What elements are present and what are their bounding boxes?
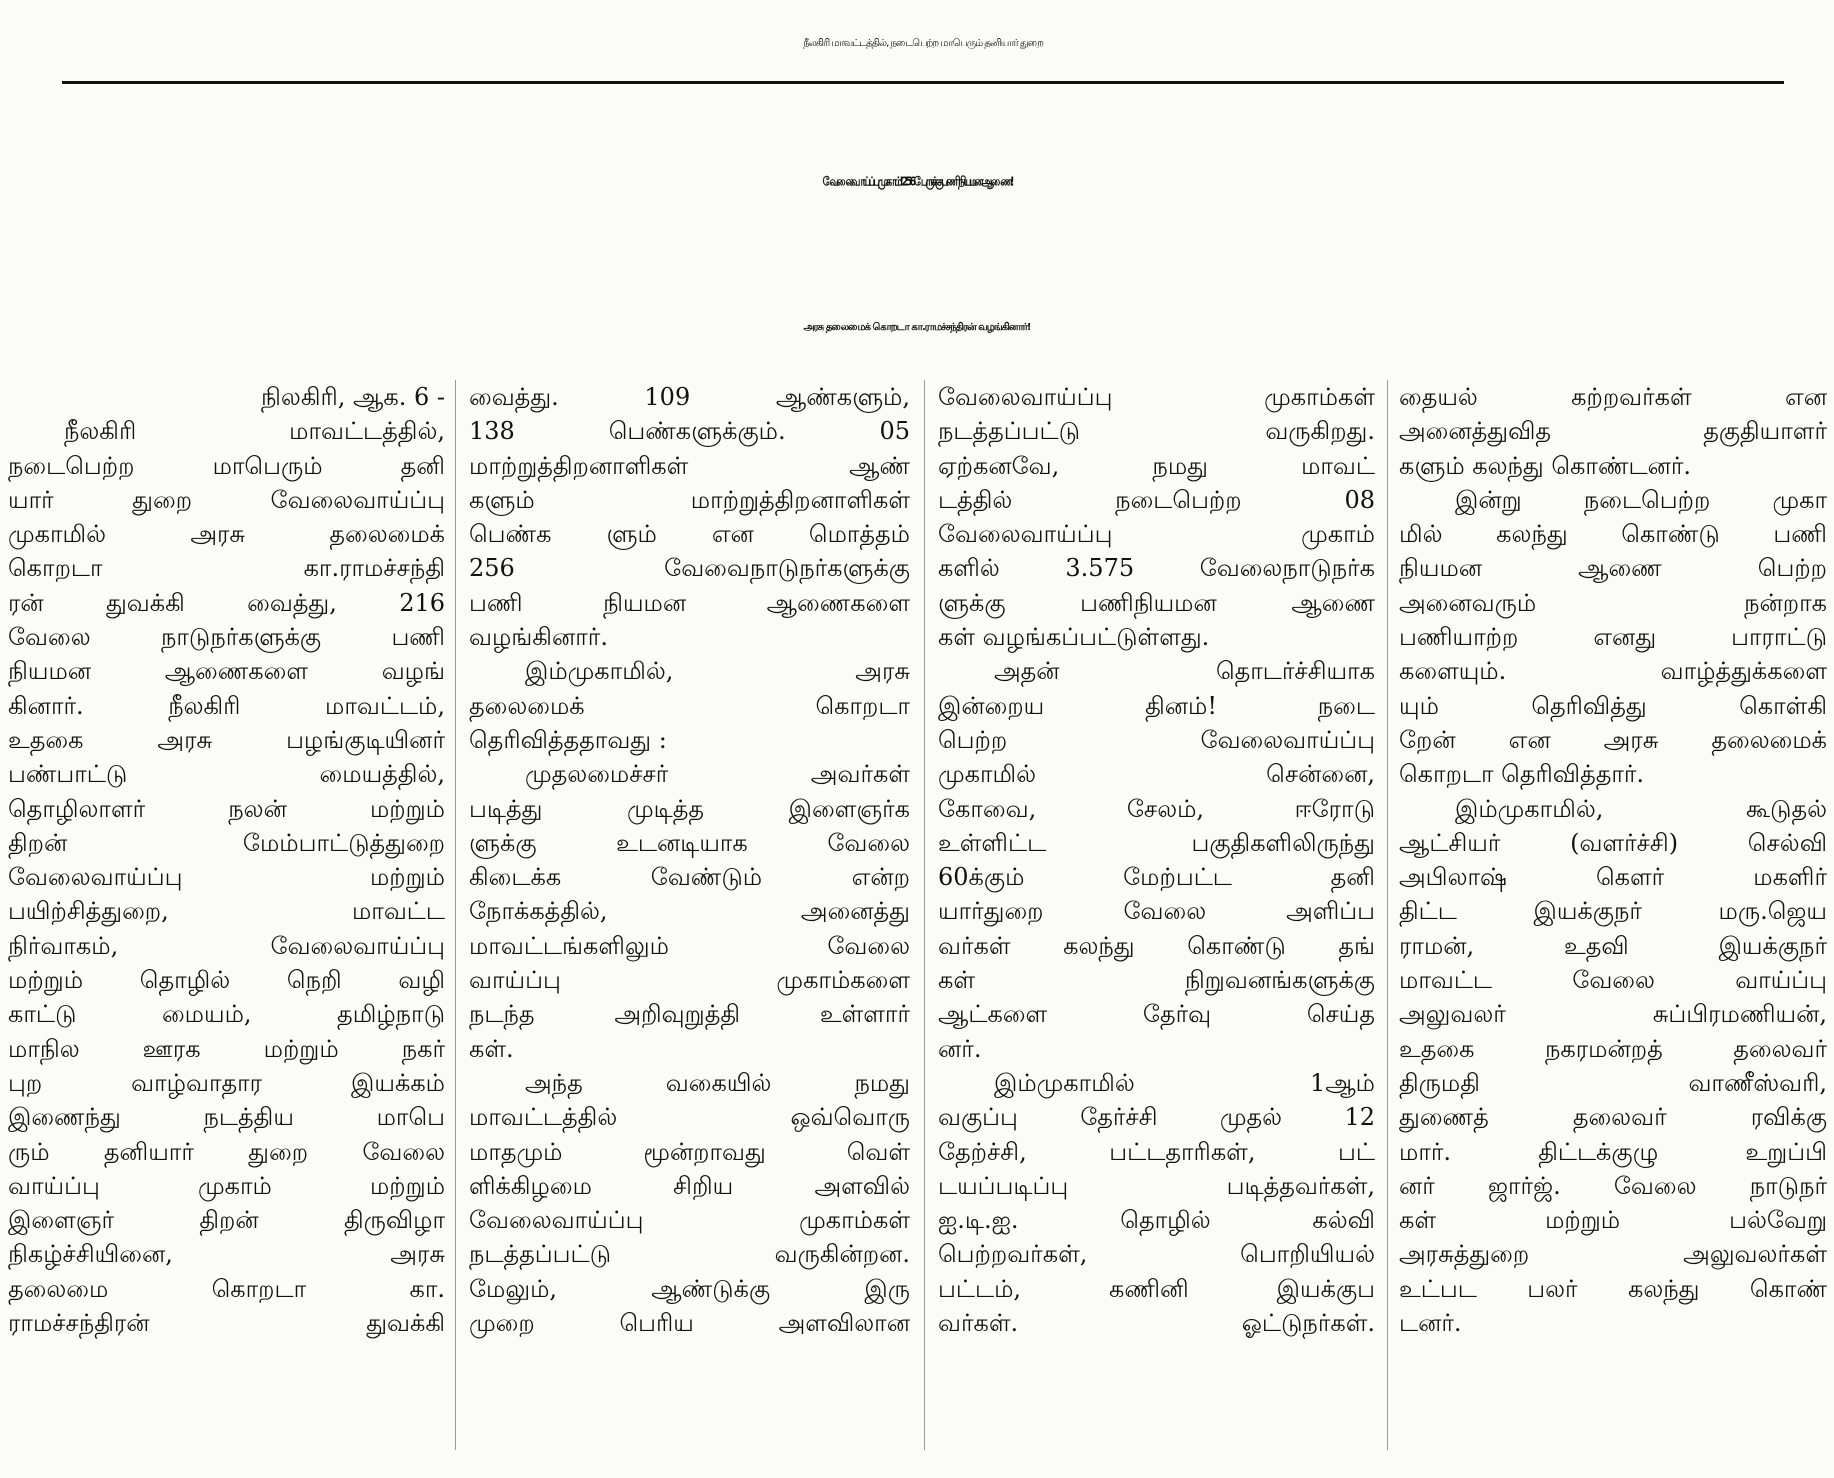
article-line: யார் துறை வேலைவாய்ப்பு (8, 485, 445, 514)
article-line: வேலைவாய்ப்பு முகாம் (938, 520, 1375, 549)
article-line: உதகை அரசு பழங்குடியினர் (8, 725, 445, 754)
article-line: அலுவலர் சுப்பிரமணியன், (1399, 1000, 1827, 1029)
article-line: தொழிலாளர் நலன் மற்றும் (8, 794, 445, 823)
article-line: நடத்தப்பட்டு வருகிறது. (938, 417, 1375, 446)
article-line: முகாமில் அரசு தலைமைக் (8, 520, 445, 549)
article-line: நிர்வாகம், வேலைவாய்ப்பு (8, 931, 445, 960)
article-line: முகாமில் சென்னை, (938, 760, 1375, 789)
column-divider (455, 380, 456, 1450)
article-line: பணியாற்ற எனது பாராட்டு (1399, 623, 1827, 652)
article-line: 60க்கும் மேற்பட்ட தனி (938, 863, 1375, 892)
article-line: தெரிவித்ததாவது : (469, 725, 667, 754)
article-line: டத்தில் நடைபெற்ற 08 (938, 485, 1375, 514)
article-line: களில் 3.575 வேலைநாடுநர்க (938, 554, 1375, 583)
article-line: யார்துறை வேலை அளிப்ப (938, 897, 1375, 926)
article-line: ஆட்களை தேர்வு செய்த (938, 1000, 1375, 1029)
article-line: வழங்கினார். (469, 623, 608, 652)
article-line: டயப்படிப்பு படித்தவர்கள், (938, 1171, 1375, 1200)
article-line: வாய்ப்பு முகாம் மற்றும் (8, 1171, 445, 1200)
article-line: தையல் கற்றவர்கள் என (1399, 383, 1827, 411)
article-line: மாவட்ட வேலை வாய்ப்பு (1399, 966, 1827, 995)
article-line: திட்ட இயக்குநர் மரு.ஜெய (1399, 897, 1827, 926)
article-line: நோக்கத்தில், அனைத்து (469, 897, 910, 926)
article-line: ளுக்கு பணிநியமன ஆணை (938, 588, 1375, 617)
article-line: பணி நியமன ஆணைகளை (469, 588, 910, 617)
article-line: மாவட்டத்தில் ஒவ்வொரு (469, 1103, 910, 1132)
article-line: நடந்த அறிவுறுத்தி உள்ளார் (469, 1000, 910, 1029)
kicker-headline: நீலகிரி மாவட்டத்தில், நடைபெற்ற மாபெரும் தனியார் துறை (803, 38, 1043, 49)
article-line: ராமச்சந்திரன் துவக்கி (8, 1309, 445, 1338)
article-line: களையும். வாழ்த்துக்களை (1399, 657, 1827, 686)
sub-headline: அரசு தலைமைக் கொறடா கா.ராமச்சந்திரன் வழங்கினார்! (803, 322, 1031, 333)
article-line: மார். திட்டக்குழு உறுப்பி (1399, 1137, 1827, 1166)
article-line: பண்பாட்டு மையத்தில், (8, 760, 445, 789)
article-line: ராமன், உதவி இயக்குநர் (1399, 931, 1827, 960)
article-line: காட்டு மையம், தமிழ்நாடு (8, 1000, 445, 1029)
article-line: றேன் என அரசு தலைமைக் (1399, 725, 1827, 754)
article-line: முறை பெரிய அளவிலான (469, 1309, 910, 1338)
article-line: யும் தெரிவித்து கொள்கி (1399, 691, 1827, 720)
column-divider (1387, 380, 1388, 1450)
article-line: உள்ளிட்ட பகுதிகளிலிருந்து (938, 828, 1375, 857)
article-line: பெற்ற வேலைவாய்ப்பு (938, 725, 1375, 754)
article-line: திறன் மேம்பாட்டுத்துறை (8, 828, 445, 857)
article-line: அதன் தொடர்ச்சியாக (994, 657, 1375, 686)
article-line: கொறடா கா.ராமச்சந்தி (8, 554, 445, 583)
article-line: தேற்ச்சி, பட்டதாரிகள், பட் (938, 1137, 1375, 1166)
article-line: கோவை, சேலம், ஈரோடு (938, 794, 1375, 823)
article-line: களும் மாற்றுத்திறனாளிகள் (469, 485, 910, 514)
article-line: மேலும், ஆண்டுக்கு இரு (469, 1274, 910, 1303)
article-line: வேலை நாடுநர்களுக்கு பணி (8, 623, 445, 652)
article-line: திருமதி வாணீஸ்வரி, (1399, 1068, 1827, 1097)
kicker-underline (62, 81, 1784, 84)
article-line: துணைத் தலைவர் ரவிக்கு (1399, 1103, 1827, 1132)
article-line: பயிற்சித்துறை, மாவட்ட (8, 897, 445, 926)
article-line: புற வாழ்வாதார இயக்கம் (8, 1068, 445, 1097)
article-line: மில் கலந்து கொண்டு பணி (1399, 520, 1827, 549)
article-line: நிலகிரி, ஆக. 6 - (261, 383, 445, 411)
article-line: இன்று நடைபெற்ற முகா (1455, 485, 1827, 514)
article-line: கள் நிறுவனங்களுக்கு (938, 966, 1375, 995)
article-line: இன்றைய தினம்! நடை (938, 691, 1375, 720)
article-line: மாற்றுத்திறனாளிகள் ஆண் (469, 451, 910, 480)
article-line: டனர். (1399, 1309, 1462, 1338)
article-line: பட்டம், கணினி இயக்குப (938, 1274, 1375, 1303)
article-line: கினார். நீலகிரி மாவட்டம், (8, 691, 445, 720)
article-line: வகுப்பு தேர்ச்சி முதல் 12 (938, 1103, 1375, 1132)
article-line: அனைவரும் நன்றாக (1399, 588, 1827, 617)
article-column-4 (1399, 380, 1827, 1468)
article-line: நீலகிரி மாவட்டத்தில், (64, 417, 445, 446)
article-line: வேலைவாய்ப்பு மற்றும் (8, 863, 445, 892)
article-line: 138 பெண்களுக்கும். 05 (469, 417, 910, 446)
article-line: மாநில ஊரக மற்றும் நகர் (8, 1034, 445, 1063)
article-line: தலைமைக் கொறடா (469, 691, 910, 720)
main-headline: வேலைவாய்ப்பு முகாம்! 256 பேருக்கு பணி நியமன ஆணை! (822, 175, 1012, 190)
article-line: உட்பட பலர் கலந்து கொண் (1399, 1274, 1827, 1303)
article-line: னர். (938, 1034, 982, 1063)
article-line: இளைஞர் திறன் திருவிழா (8, 1206, 445, 1235)
article-line: கள் மற்றும் பல்வேறு (1399, 1206, 1827, 1235)
article-line: பெற்றவர்கள், பொறியியல் (938, 1240, 1375, 1269)
article-line: மாவட்டங்களிலும் வேலை (469, 931, 910, 960)
article-line: கிடைக்க வேண்டும் என்ற (469, 863, 910, 892)
article-line: இம்முகாமில், கூடுதல் (1455, 794, 1827, 823)
article-line: இணைந்து நடத்திய மாபெ (8, 1103, 445, 1132)
article-column-3 (938, 380, 1375, 1468)
article-line: ரும் தனியார் துறை வேலை (8, 1137, 445, 1166)
article-line: அந்த வகையில் நமது (525, 1068, 910, 1097)
article-line: ளிக்கிழமை சிறிய அளவில் (469, 1171, 910, 1200)
article-line: இம்முகாமில், அரசு (525, 657, 910, 686)
article-line: கள். (469, 1034, 514, 1063)
article-line: பெண்க ளும் என மொத்தம் (469, 520, 910, 549)
article-column-1 (8, 380, 445, 1468)
article-line: நியமன ஆணை பெற்ற (1399, 554, 1827, 583)
article-line: 256 வேவைநாடுநர்களுக்கு (469, 554, 910, 583)
article-line: வேலைவாய்ப்பு முகாம்கள் (938, 383, 1375, 411)
article-line: வாய்ப்பு முகாம்களை (469, 966, 910, 995)
article-line: இம்முகாமில் 1ஆம் (994, 1068, 1375, 1097)
article-line: அபிலாஷ் கௌர் மகளிர் (1399, 863, 1827, 892)
article-line: அனைத்துவித தகுதியாளர் (1399, 417, 1827, 446)
article-line: தலைமை கொறடா கா. (8, 1274, 445, 1303)
article-line: ரன் துவக்கி வைத்து, 216 (8, 588, 445, 617)
article-line: னர் ஜார்ஜ். வேலை நாடுநர் (1399, 1171, 1827, 1200)
article-line: நடைபெற்ற மாபெரும் தனி (8, 451, 445, 480)
article-line: ஆட்சியர் (வளர்ச்சி) செல்வி (1399, 828, 1827, 857)
article-line: வர்கள். ஓட்டுநர்கள். (938, 1309, 1375, 1338)
article-line: கொறடா தெரிவித்தார். (1399, 760, 1645, 789)
article-line: மற்றும் தொழில் நெறி வழி (8, 966, 445, 995)
article-line: ஏற்கனவே, நமது மாவட் (938, 451, 1375, 480)
article-line: ஐ.டி.ஐ. தொழில் கல்வி (938, 1206, 1375, 1235)
article-line: நியமன ஆணைகளை வழங் (8, 657, 445, 686)
article-line: படித்து முடித்த இளைஞர்க (469, 794, 910, 823)
article-column-2 (469, 380, 910, 1468)
article-line: நடத்தப்பட்டு வருகின்றன. (469, 1240, 910, 1269)
article-line: வர்கள் கலந்து கொண்டு தங் (938, 931, 1375, 960)
article-line: முதலமைச்சர் அவர்கள் (525, 760, 910, 789)
article-line: களும் கலந்து கொண்டனர். (1399, 451, 1692, 480)
article-line: மாதமும் மூன்றாவது வெள் (469, 1137, 910, 1166)
column-divider (924, 380, 925, 1450)
article-line: வேலைவாய்ப்பு முகாம்கள் (469, 1206, 910, 1235)
article-line: ளுக்கு உடனடியாக வேலை (469, 828, 910, 857)
article-line: நிகழ்ச்சியினை, அரசு (8, 1240, 445, 1269)
article-line: கள் வழங்கப்பட்டுள்ளது. (938, 623, 1210, 652)
article-line: அரசுத்துறை அலுவலர்கள் (1399, 1240, 1827, 1269)
article-line: வைத்து. 109 ஆண்களும், (469, 383, 910, 411)
article-line: உதகை நகரமன்றத் தலைவர் (1399, 1034, 1827, 1063)
